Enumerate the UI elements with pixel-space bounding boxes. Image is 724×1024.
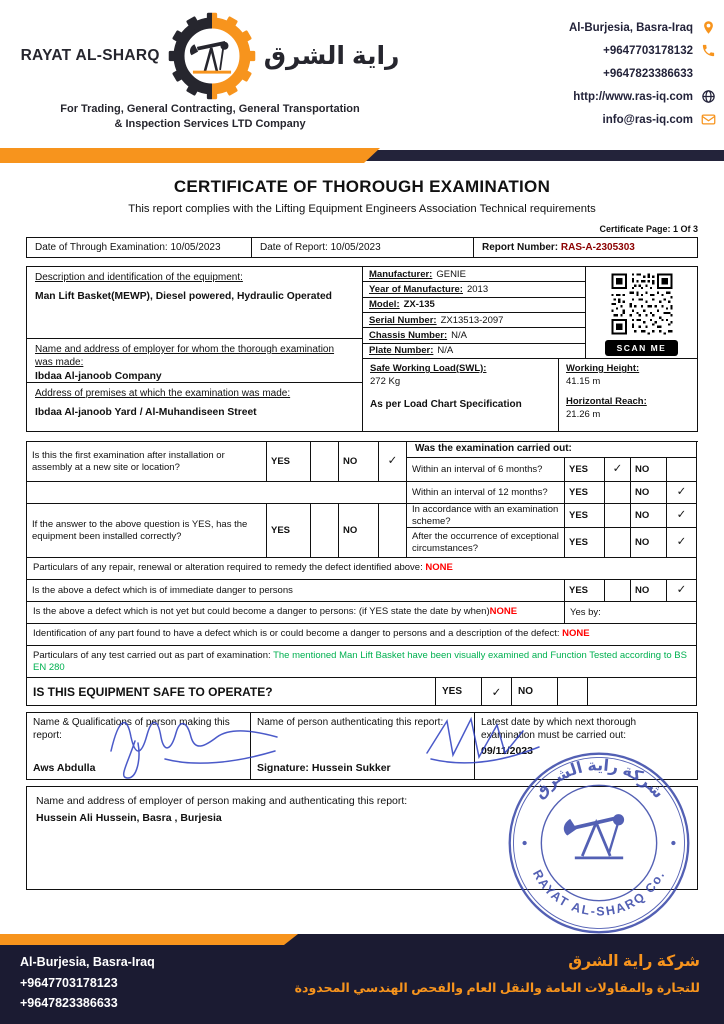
contact-phone-2: +9647823386633 <box>506 66 716 81</box>
checkbox-scheme-yes <box>605 504 631 528</box>
certificate-page-label: Certificate Page: 1 Of 3 <box>599 224 698 234</box>
contact-website-link[interactable]: http://www.ras-iq.com <box>506 89 716 104</box>
repairs-row: Particulars of any repair, renewal or alteration required to remedy the defect identified above: NONE <box>27 558 697 580</box>
qr-cell <box>585 267 697 359</box>
qr-code <box>609 271 675 337</box>
tests-row: Particulars of any test carried out as part of examination: The mentioned Man Lift Basket have been visually examined and Function Tested according to BS EN 280 <box>27 646 697 678</box>
safe-row-filler <box>587 678 696 705</box>
equipment-info-table <box>26 266 698 432</box>
contact-address: Al-Burjesia, Basra-Iraq <box>506 20 716 35</box>
checkbox-q1-no: ✓ <box>379 442 407 482</box>
header <box>0 0 724 148</box>
company-name-en: RAYAT AL-SHARQ <box>20 47 160 64</box>
equipment-description-cell: Description and identification of the equipment: Man Lift Basket(MEWP), Diesel powered, Hydraulic Operated <box>27 267 362 339</box>
contact-phone-1: +9647703178132 <box>506 43 716 58</box>
authenticator-cell: Name of person authenticating this report: Signature: Hussein Sukker <box>251 713 475 779</box>
carried-out-header: Was the examination carried out: <box>407 442 697 458</box>
spec-manufacturer: Manufacturer: GENIE <box>363 267 585 282</box>
safe-no-label: NO <box>511 678 557 705</box>
location-pin-icon <box>701 20 716 35</box>
checkbox-interval6-yes: ✓ <box>605 458 631 482</box>
footer-phone-1: +9647703178123 <box>20 975 118 990</box>
interval6-yes-label: YES <box>565 458 605 482</box>
footer-address: Al-Burjesia, Basra-Iraq <box>20 955 155 969</box>
question-exceptional-circumstances: After the occurrence of exceptional circumstances? <box>407 528 565 558</box>
contact-email-link[interactable]: info@ras-iq.com <box>506 112 716 127</box>
email-icon <box>701 112 716 127</box>
report-date-cell: Date of Report: 10/05/2023 <box>252 238 474 257</box>
safe-to-operate-label: IS THIS EQUIPMENT SAFE TO OPERATE? <box>33 684 273 699</box>
footer-arabic <box>295 952 700 1014</box>
footer-contact <box>20 952 155 1014</box>
footer <box>0 934 724 1024</box>
header-orange-bar <box>0 148 380 163</box>
header-dark-bar <box>338 150 724 161</box>
checkbox-q2-yes <box>311 504 339 558</box>
checkbox-immediate-no: ✓ <box>667 580 697 602</box>
q1-no-label: NO <box>339 442 379 482</box>
q2-yes-label: YES <box>267 504 311 558</box>
question-interval-12-months: Within an interval of 12 months? <box>407 482 565 504</box>
stamp-arabic-text: شركة راية الشرق <box>531 757 667 802</box>
safe-yes-label: YES <box>435 678 481 705</box>
scheme-yes-label: YES <box>565 504 605 528</box>
checkbox-exceptional-no: ✓ <box>667 528 697 558</box>
footer-tagline-ar: للتجارة والمقاولات العامة والنقل العام والفحص الهندسي المحدودة <box>294 981 700 995</box>
q1-yes-label: YES <box>267 442 311 482</box>
defect-identification-row: Identification of any part found to have a defect which is or could become a danger to persons and a description of the defect: NONE <box>27 624 697 646</box>
svg-text:شركة راية الشرق <box>531 757 667 802</box>
checkbox-safe-yes: ✓ <box>481 678 511 705</box>
spec-serial: Serial Number: ZX13513-2097 <box>363 313 585 328</box>
interval12-yes-label: YES <box>565 482 605 504</box>
company-tagline: For Trading, General Contracting, General Transportation & Inspection Services LTD Company <box>60 103 360 130</box>
question-installed-correctly: If the answer to the above question is YES, has the equipment been installed correctly? <box>27 504 267 558</box>
employer-cell: Name and address of employer for whom the thorough examination was made: Ibdaa Al-janoob Company <box>27 339 362 383</box>
question-immediate-danger: Is the above a defect which is of immediate danger to persons <box>27 580 565 602</box>
spec-plate: Plate Number: N/A <box>363 344 585 359</box>
q2-no-label: NO <box>339 504 379 558</box>
logo-area <box>20 12 400 148</box>
checkbox-q2-no <box>379 504 407 558</box>
checkbox-q1-yes <box>311 442 339 482</box>
checkbox-interval12-no: ✓ <box>667 482 697 504</box>
contact-block <box>506 12 716 148</box>
safe-to-operate-row <box>27 678 697 706</box>
certificate-title: CERTIFICATE OF THOROUGH EXAMINATION <box>173 177 551 196</box>
question-examination-scheme: In accordance with an examination scheme? <box>407 504 565 528</box>
stamp-english-text: RAYAT AL-SHARQ Co. <box>529 867 668 919</box>
empty-cell <box>27 482 407 504</box>
footer-company-name-ar: شركة راية الشرق <box>568 953 700 970</box>
company-logo <box>168 12 256 100</box>
icon-spacer <box>701 66 716 81</box>
checkbox-immediate-yes <box>605 580 631 602</box>
yes-by-cell: Yes by: <box>565 602 697 624</box>
phone-icon <box>701 43 716 58</box>
examination-table <box>26 441 698 706</box>
spec-model: Model: ZX-135 <box>363 298 585 313</box>
next-examination-cell: Latest date by which next thorough examination must be carried out: 09/11/2023 <box>481 717 637 757</box>
spec-year: Year of Manufacture: 2013 <box>363 282 585 297</box>
exam-date-cell: Date of Through Examination: 10/05/2023 <box>27 238 252 257</box>
future-danger-row: Is the above a defect which is not yet but could become a danger to persons: (if YES state the date by when)NONE <box>27 602 565 624</box>
company-name-ar: راية الشرق <box>263 42 400 70</box>
certificate-subtitle: This report complies with the Lifting Equipment Engineers Association Technical requirements <box>128 203 596 215</box>
exceptional-no-label: NO <box>631 528 667 558</box>
globe-icon <box>701 89 716 104</box>
immediate-yes-label: YES <box>565 580 605 602</box>
interval12-no-label: NO <box>631 482 667 504</box>
company-stamp <box>506 750 692 936</box>
swl-cell: Safe Working Load(SWL): 272 Kg As per Load Chart Specification <box>363 359 559 431</box>
stamp-pumpjack-icon <box>564 814 624 858</box>
question-first-examination: Is this the first examination after installation or assembly at a new site or location? <box>27 442 267 482</box>
header-divider <box>0 148 724 164</box>
report-maker-cell: Name & Qualifications of person making this report: Aws Abdulla <box>27 713 251 779</box>
footer-orange-bar <box>0 934 298 945</box>
working-height-cell: Working Height: 41.15 m Horizontal Reach: 21.26 m <box>566 363 647 420</box>
scheme-no-label: NO <box>631 504 667 528</box>
checkbox-interval12-yes <box>605 482 631 504</box>
exceptional-yes-label: YES <box>565 528 605 558</box>
immediate-no-label: NO <box>631 580 667 602</box>
question-interval-6-months: Within an interval of 6 months? <box>407 458 565 482</box>
footer-phone-2: +9647823386633 <box>20 996 118 1011</box>
report-employer-box: Name and address of employer of person making and authenticating this report: Hussein Ali Hussein, Basra , Burjesia <box>26 786 698 890</box>
checkbox-exceptional-yes <box>605 528 631 558</box>
premises-cell: Address of premises at which the examination was made: Ibdaa Al-janoob Yard / Al-Muhandiseen Street <box>35 388 291 418</box>
report-number-cell: Report Number: RAS-A-2305303 <box>482 242 635 253</box>
dates-row <box>26 237 698 258</box>
checkbox-interval6-no <box>667 458 697 482</box>
scan-me-label: SCAN ME <box>605 340 679 356</box>
checkbox-scheme-no: ✓ <box>667 504 697 528</box>
checkbox-safe-no <box>557 678 587 705</box>
interval6-no-label: NO <box>631 458 667 482</box>
spec-chassis: Chassis Number: N/A <box>363 328 585 343</box>
